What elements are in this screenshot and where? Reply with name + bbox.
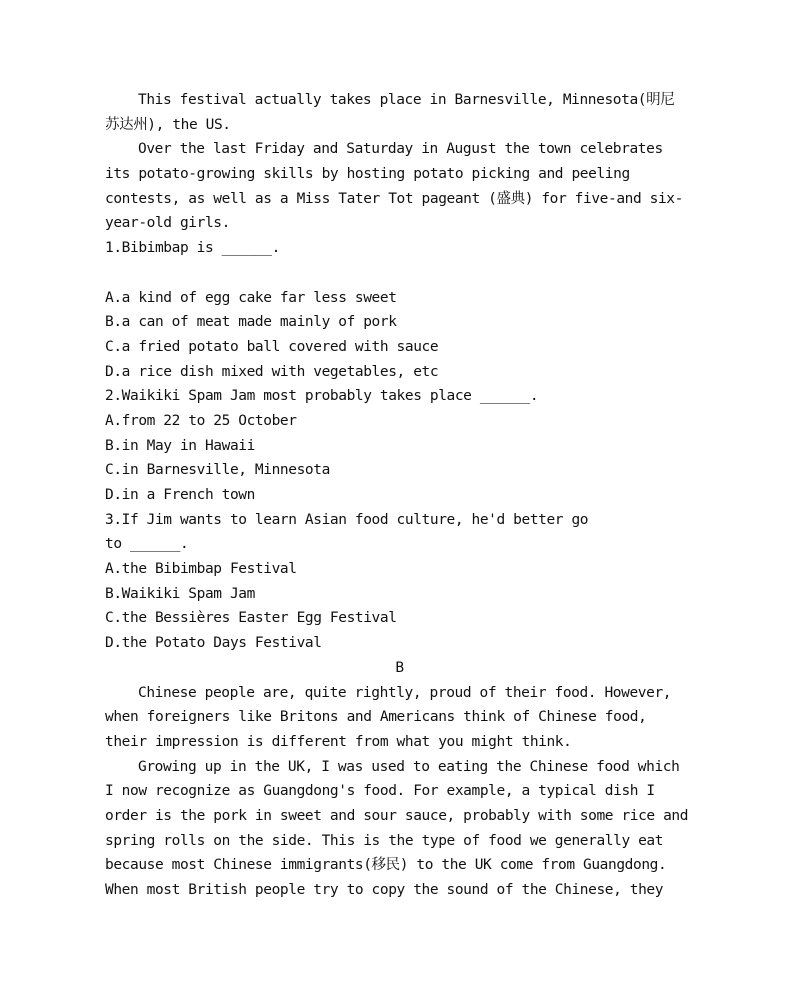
- question-stem: 2.Waikiki Spam Jam most probably takes place ______.: [105, 388, 539, 405]
- passage-b-paragraph-1: [105, 681, 694, 755]
- text-line: Over the last Friday and Saturday in August the town celebrates: [138, 141, 663, 158]
- text-line: Chinese people are, quite rightly, proud of their food. However,: [138, 684, 672, 701]
- question-stem: 1.Bibimbap is ______.: [105, 240, 280, 257]
- option-d: D.a rice dish mixed with vegetables, etc: [105, 363, 439, 380]
- option-c: C.a fried potato ball covered with sauce: [105, 338, 439, 355]
- passage-a-paragraph-2: [105, 137, 694, 236]
- option-b: B.a can of meat made mainly of pork: [105, 314, 397, 331]
- passage-a-paragraph-1: [105, 88, 694, 137]
- text-line: because most Chinese immigrants(移民) to the UK come from Guangdong.: [105, 857, 667, 874]
- question-stem: 3.If Jim wants to learn Asian food culture, he'd better go: [105, 511, 589, 528]
- blank-line: [105, 261, 694, 286]
- text-line: I now recognize as Guangdong's food. For example, a typical dish I: [105, 783, 655, 800]
- text-line: contests, as well as a Miss Tater Tot pageant (盛典) for five-and six-: [105, 190, 683, 207]
- text-line: This festival actually takes place in Barnesville, Minnesota(明尼: [138, 92, 675, 108]
- option-d: D.in a French town: [105, 487, 255, 503]
- text-line: spring rolls on the side. This is the type of food we generally eat: [105, 832, 664, 849]
- option-b: B.Waikiki Spam Jam: [105, 585, 255, 602]
- option-a: A.from 22 to 25 October: [105, 412, 297, 429]
- text-line: its potato-growing skills by hosting potato picking and peeling: [105, 166, 630, 183]
- option-a: A.a kind of egg cake far less sweet: [105, 289, 397, 306]
- text-line: 苏达州), the US.: [105, 116, 231, 133]
- text-line: Growing up in the UK, I was used to eating the Chinese food which: [138, 758, 680, 775]
- passage-b-paragraph-2: [105, 755, 694, 903]
- option-c: C.in Barnesville, Minnesota: [105, 462, 330, 479]
- text-line: when foreigners like Britons and Americans think of Chinese food,: [105, 709, 647, 726]
- text-line: order is the pork in sweet and sour sauce, probably with some rice and: [105, 807, 689, 824]
- text-line: year-old girls.: [105, 215, 230, 232]
- question-2: [105, 384, 694, 507]
- option-a: A.the Bibimbap Festival: [105, 561, 297, 578]
- section-heading: B: [395, 659, 404, 676]
- question-stem: to ______.: [105, 536, 189, 553]
- question-3: [105, 508, 694, 656]
- text-line: their impression is different from what you might think.: [105, 733, 572, 750]
- option-d: D.the Potato Days Festival: [105, 635, 322, 652]
- text-line: When most British people try to copy the sound of the Chinese, they: [105, 882, 664, 898]
- option-c: C.the Bessières Easter Egg Festival: [105, 610, 397, 627]
- question-1: [105, 236, 694, 384]
- option-b: B.in May in Hawaii: [105, 437, 255, 454]
